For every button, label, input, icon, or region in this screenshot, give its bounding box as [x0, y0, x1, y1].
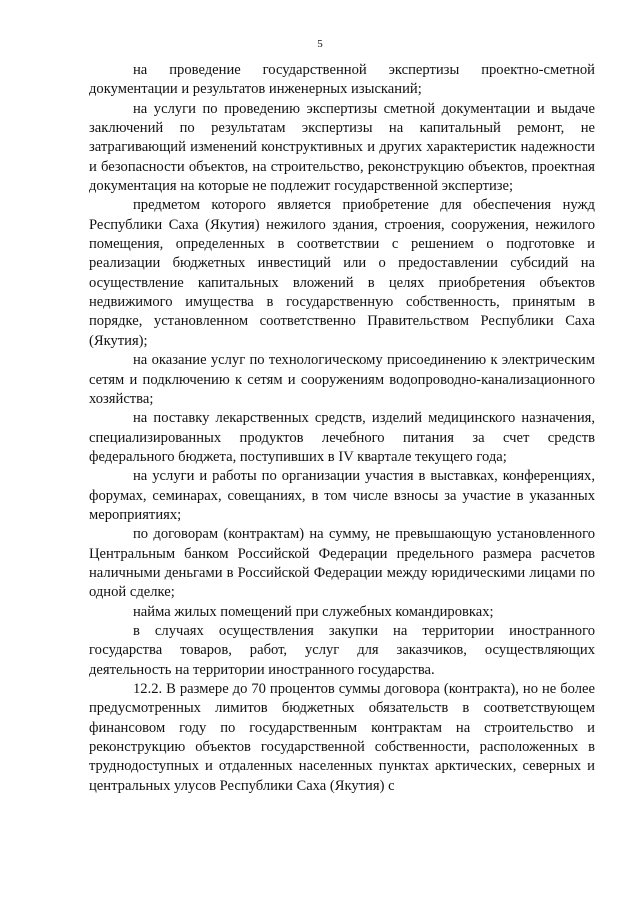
paragraph-grid-connection: на оказание услуг по технологическому присоединению к электрическим сетям и подключению к сетям и сооружениям водопроводно-канализационного хозяйства; [89, 352, 595, 407]
paragraph-foreign-procurement: в случаях осуществления закупки на территории иностранного государства товаров, работ, услуг для заказчиков, осуществляющих деятельность на территории иностранного государства. [89, 622, 595, 678]
body-text [89, 61, 595, 796]
paragraph-12-2: 12.2. В размере до 70 процентов суммы договора (контракта), но не более предусмотренных лимитов бюджетных обязательств в соответствующем финансовом году по государственным контрактам на строительство и реконструкцию объектов государственной собственности, расположенных в труднодоступных и отдаленных населенных пунктах арктических, северных и центральных улусов Республики Саха (Якутия) с [89, 681, 595, 794]
paragraph-state-expertise: на проведение государственной экспертизы проектно-сметной документации и результатов инженерных изысканий; [89, 62, 595, 98]
paragraph-medicines: на поставку лекарственных средств, изделий медицинского назначения, специализированных продуктов лечебного питания за счет средств федерального бюджета, поступивших в IV квартале текущего года; [89, 410, 595, 465]
paragraph-exhibitions: на услуги и работы по организации участия в выставках, конференциях, форумах, семинарах, совещаниях, в том числе взносы за участие в указанных мероприятиях; [89, 468, 595, 523]
paragraph-cash-limit: по договорам (контрактам) на сумму, не превышающую установленного Центральным банком Российской Федерации предельного размера расчетов наличными деньгами в Российской Федерации между юридическими лицами по одной сделке; [89, 526, 595, 601]
page-number: 5 [317, 38, 323, 50]
paragraph-property-acquisition: предметом которого является приобретение для обеспечения нужд Республики Саха (Якутия) нежилого здания, строения, сооружения, нежилого помещения, определенных в соответствии с решением о подготовке и реализации бюджетных инвестиций или о предоставлении субсидий на осуществление капитальных вложений в целях приобретения объектов недвижимого имущества в государственную собственность, принятым в порядке, установленном соответственно Правительством Республики Саха (Якутия); [89, 197, 595, 349]
paragraph-housing-rental: найма жилых помещений при служебных командировках; [133, 603, 494, 620]
paragraph-estimate-expertise: на услуги по проведению экспертизы сметной документации и выдаче заключений по результатам экспертизы на капитальный ремонт, не затрагивающий изменений конструктивных и других характеристик надежности и безопасности объектов, на строительство, реконструкцию объектов, проектная документация на которые не подлежит государственной экспертизе; [89, 100, 595, 195]
